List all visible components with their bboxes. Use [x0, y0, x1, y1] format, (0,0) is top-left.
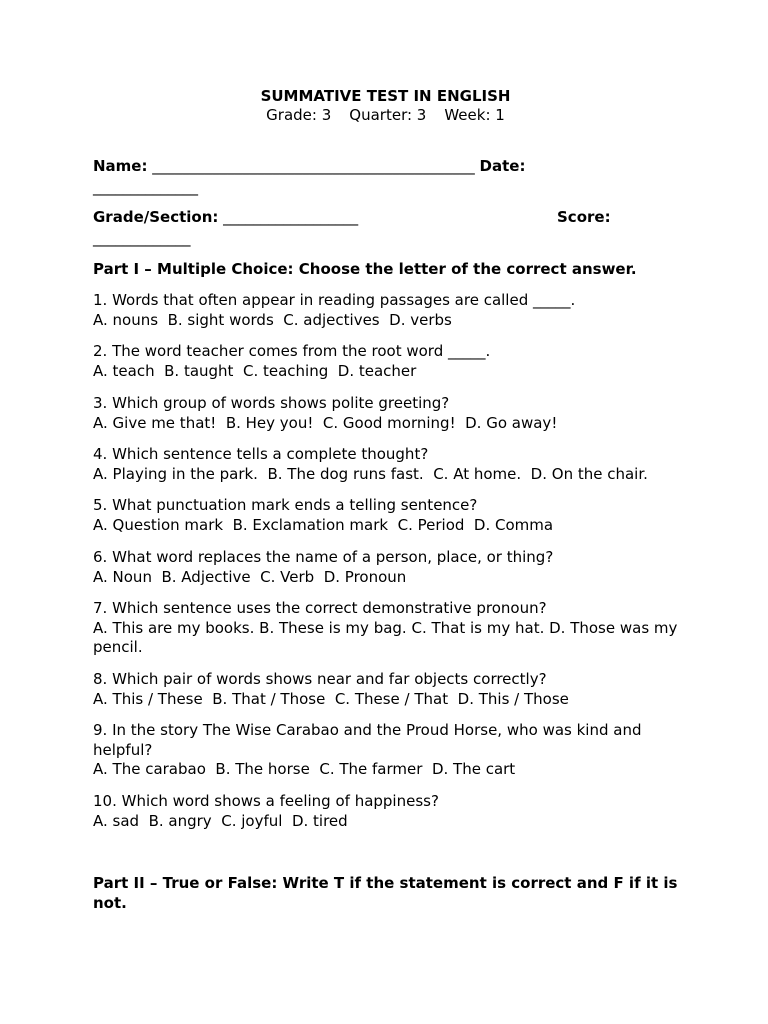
grade-text: Grade: 3 — [266, 106, 332, 124]
name-blank[interactable]: ___________________________________________ — [152, 157, 475, 175]
question-6 — [93, 548, 678, 587]
question-text: 9. In the story The Wise Carabao and the Proud Horse, who was kind and helpful? — [93, 721, 642, 759]
date-label: Date: — [479, 157, 526, 175]
question-text: 4. Which sentence tells a complete thought? — [93, 445, 429, 463]
page-subtitle — [93, 106, 678, 125]
question-4 — [93, 445, 678, 484]
question-8 — [93, 670, 678, 709]
section-label: Grade/Section: — [93, 208, 219, 226]
question-text: 2. The word teacher comes from the root word _____. — [93, 342, 491, 360]
quarter-text: Quarter: 3 — [349, 106, 427, 124]
part2-heading: Part II – True or False: Write T if the statement is correct and F if it is not. — [93, 874, 678, 912]
answer-choices: A. The carabao B. The horse C. The farmer D. The cart — [93, 760, 516, 778]
answer-choices: A. Noun B. Adjective C. Verb D. Pronoun — [93, 567, 407, 586]
week-text: Week: 1 — [444, 106, 505, 124]
question-text: 8. Which pair of words shows near and far objects correctly? — [93, 670, 547, 688]
answer-choices: A. This / These B. That / Those C. These / That D. This / Those — [93, 689, 569, 708]
question-text: 1. Words that often appear in reading passages are called _____. — [93, 291, 576, 309]
question-text: 10. Which word shows a feeling of happiness? — [93, 792, 439, 810]
answer-choices: A. nouns B. sight words C. adjectives D. verbs — [93, 310, 452, 329]
question-3 — [93, 394, 678, 433]
question-text: 7. Which sentence uses the correct demonstrative pronoun? — [93, 599, 547, 617]
page-title: SUMMATIVE TEST IN ENGLISH — [260, 87, 511, 105]
answer-choices: A. Give me that! B. Hey you! C. Good morning! D. Go away! — [93, 413, 558, 432]
part1-heading: Part I – Multiple Choice: Choose the letter of the correct answer. — [93, 260, 637, 278]
question-text: 5. What punctuation mark ends a telling sentence? — [93, 496, 478, 514]
question-text: 3. Which group of words shows polite greeting? — [93, 394, 450, 412]
question-2 — [93, 342, 678, 381]
score-label: Score: — [557, 208, 611, 226]
question-9 — [93, 721, 678, 780]
date-blank[interactable]: ______________ — [93, 178, 198, 196]
score-blank[interactable]: _____________ — [93, 229, 191, 247]
question-1 — [93, 291, 678, 330]
answer-choices: A. This are my books. B. These is my bag. C. That is my hat. D. Those was my pencil. — [93, 618, 678, 656]
answer-choices: A. teach B. taught C. teaching D. teacher — [93, 361, 417, 380]
question-text: 6. What word replaces the name of a person, place, or thing? — [93, 548, 554, 566]
section-blank[interactable]: __________________ — [223, 208, 359, 226]
answer-choices: A. Question mark B. Exclamation mark C. Period D. Comma — [93, 515, 554, 534]
name-label: Name: — [93, 157, 148, 175]
answer-choices: A. sad B. angry C. joyful D. tired — [93, 811, 348, 830]
question-7 — [93, 599, 678, 658]
question-5 — [93, 496, 678, 535]
answer-choices: A. Playing in the park. B. The dog runs fast. C. At home. D. On the chair. — [93, 464, 648, 483]
question-10 — [93, 792, 678, 831]
section-line — [93, 208, 358, 227]
name-line — [93, 157, 525, 176]
